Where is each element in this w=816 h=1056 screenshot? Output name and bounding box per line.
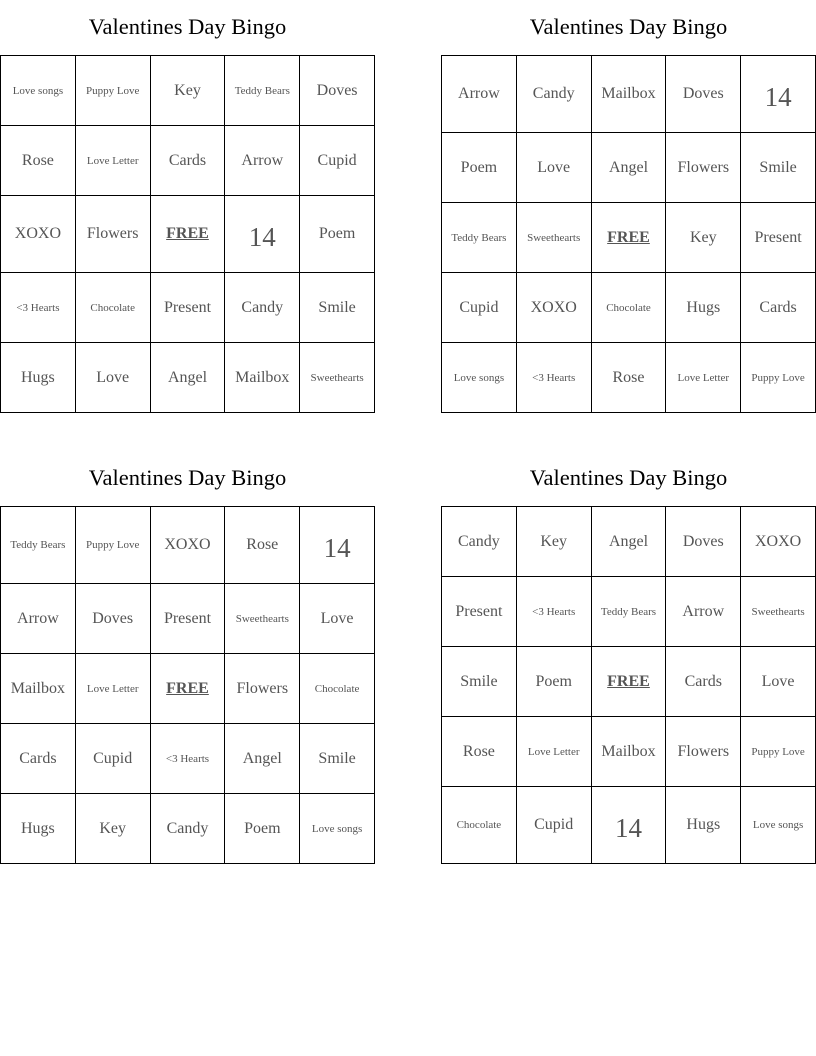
bingo-cell: Key [666,203,741,273]
bingo-cell: Chocolate [442,787,517,864]
bingo-row [1,343,375,413]
bingo-row [442,133,816,203]
bingo-cell: Arrow [666,577,741,647]
bingo-cell: Love Letter [75,654,150,724]
bingo-grid [441,506,816,864]
bingo-cell: Sweethearts [300,343,375,413]
bingo-cell: Angel [150,343,225,413]
bingo-cell: Candy [150,794,225,864]
bingo-cell: Doves [300,56,375,126]
bingo-cell: Arrow [442,56,517,133]
bingo-cell: Present [150,584,225,654]
bingo-cell: Puppy Love [75,507,150,584]
bingo-cell: Flowers [225,654,300,724]
bingo-row [1,126,375,196]
bingo-cell: <3 Hearts [150,724,225,794]
bingo-cell: Puppy Love [741,717,816,787]
bingo-row [1,507,375,584]
bingo-cell: Mailbox [1,654,76,724]
bingo-cell: Hugs [666,787,741,864]
bingo-cell: Key [516,507,591,577]
bingo-cell: Smile [442,647,517,717]
bingo-cell: XOXO [516,273,591,343]
bingo-cell: 14 [591,787,666,864]
bingo-cell: Mailbox [591,56,666,133]
bingo-cell: Smile [741,133,816,203]
bingo-cell: Poem [300,196,375,273]
bingo-cell: Angel [591,133,666,203]
bingo-cell: 14 [741,56,816,133]
bingo-cell: Cupid [516,787,591,864]
bingo-cell: Sweethearts [225,584,300,654]
bingo-cell: Love Letter [666,343,741,413]
bingo-cell: Love [75,343,150,413]
bingo-cell: Cupid [442,273,517,343]
bingo-row [1,584,375,654]
bingo-cell: Teddy Bears [442,203,517,273]
bingo-cell: Angel [591,507,666,577]
bingo-cell: Hugs [1,343,76,413]
bingo-cell: Doves [75,584,150,654]
bingo-cell: <3 Hearts [1,273,76,343]
bingo-cell: Hugs [666,273,741,343]
bingo-cell: Cards [1,724,76,794]
bingo-cell: Rose [225,507,300,584]
bingo-grid [0,506,375,864]
bingo-cell: Arrow [1,584,76,654]
bingo-cell: Love songs [1,56,76,126]
bingo-cell: Rose [1,126,76,196]
bingo-cell: Mailbox [225,343,300,413]
bingo-row [1,724,375,794]
bingo-cell: Smile [300,273,375,343]
bingo-row [1,196,375,273]
card-title: Valentines Day Bingo [529,465,728,490]
bingo-cell: Love [741,647,816,717]
bingo-cell: Cards [741,273,816,343]
card-title: Valentines Day Bingo [88,14,287,39]
free-space-cell: FREE [591,203,666,273]
free-space-cell: FREE [150,654,225,724]
bingo-cell: Love songs [300,794,375,864]
bingo-row [442,273,816,343]
bingo-cell: Cards [666,647,741,717]
bingo-cell: Love Letter [516,717,591,787]
bingo-cell: XOXO [150,507,225,584]
bingo-cell: 14 [300,507,375,584]
bingo-cell: Doves [666,507,741,577]
bingo-cell: Cards [150,126,225,196]
bingo-row [442,56,816,133]
bingo-cell: Smile [300,724,375,794]
bingo-cell: Love songs [442,343,517,413]
bingo-row [442,787,816,864]
bingo-cell: Poem [442,133,517,203]
bingo-row [1,56,375,126]
bingo-cell: Poem [225,794,300,864]
bingo-cell: 14 [225,196,300,273]
bingo-row [1,273,375,343]
bingo-grid [441,55,816,413]
bingo-cell: Present [150,273,225,343]
bingo-cell: Teddy Bears [591,577,666,647]
bingo-cell: Teddy Bears [225,56,300,126]
bingo-cell: Flowers [75,196,150,273]
bingo-cell: Mailbox [591,717,666,787]
bingo-cell: Sweethearts [741,577,816,647]
bingo-row [442,647,816,717]
free-space-cell: FREE [150,196,225,273]
bingo-cell: Candy [516,56,591,133]
bingo-cell: Doves [666,56,741,133]
bingo-cell: Cupid [75,724,150,794]
bingo-cell: Flowers [666,717,741,787]
bingo-cell: Love [300,584,375,654]
bingo-cell: Sweethearts [516,203,591,273]
bingo-row [442,577,816,647]
bingo-cell: XOXO [741,507,816,577]
bingo-cell: Candy [225,273,300,343]
bingo-cell: Flowers [666,133,741,203]
bingo-cell: Love songs [741,787,816,864]
bingo-row [442,203,816,273]
bingo-cell: Angel [225,724,300,794]
bingo-row [1,654,375,724]
bingo-cell: Puppy Love [75,56,150,126]
bingo-cell: Present [741,203,816,273]
bingo-cell: Love [516,133,591,203]
free-space-cell: FREE [591,647,666,717]
bingo-row [442,717,816,787]
bingo-cell: <3 Hearts [516,577,591,647]
bingo-row [442,343,816,413]
card-title: Valentines Day Bingo [529,14,728,39]
bingo-cell: XOXO [1,196,76,273]
bingo-grid [0,55,375,413]
bingo-cell: Key [150,56,225,126]
bingo-cell: Candy [442,507,517,577]
bingo-cell: Poem [516,647,591,717]
bingo-cell: Teddy Bears [1,507,76,584]
bingo-row [1,794,375,864]
bingo-cell: Cupid [300,126,375,196]
bingo-cell: Puppy Love [741,343,816,413]
bingo-cell: Love Letter [75,126,150,196]
bingo-row [442,507,816,577]
bingo-cell: Rose [442,717,517,787]
bingo-cell: Arrow [225,126,300,196]
bingo-cell: <3 Hearts [516,343,591,413]
bingo-cell: Chocolate [300,654,375,724]
bingo-cell: Chocolate [591,273,666,343]
bingo-cell: Key [75,794,150,864]
bingo-cell: Hugs [1,794,76,864]
card-title: Valentines Day Bingo [88,465,287,490]
bingo-cell: Rose [591,343,666,413]
bingo-cell: Chocolate [75,273,150,343]
bingo-cell: Present [442,577,517,647]
